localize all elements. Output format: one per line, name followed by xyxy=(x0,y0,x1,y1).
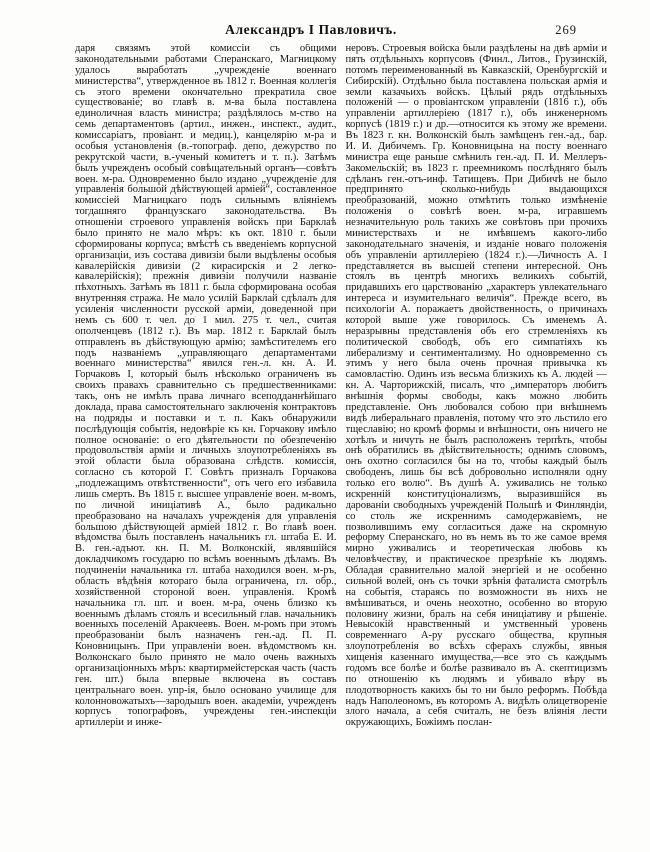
text-column-left: даря связямъ этой комиссіи съ общими законодательными работами Сперанскаго, Магницкому удалось выработать „учрежденіе военнаго министерства“, утвержденное въ 1812 г. Военная коллегія съ этого времени окончательно прекратила свое существованіе; во главѣ в. м-ва была поставлена единоличная власть министра; раздѣлялось м-ство на семь департаментовъ (артил., инжен., инспект., аудит., комиссаріатъ, провіант. и медиц.), канцелярію м-ра и особыя установленія (в.-топограф. депо, дежурство по рекрутской части, в.-ученый комитетъ и т. п.). Затѣмъ былъ учрежденъ особый совѣщательный органъ—совѣтъ воен. м-ра. Одновременно было издано „учрежденіе для управленія большой дѣйствующей арміей“, составленное комиссіей Магницкаго подъ сильнымъ вліяніемъ тогдашняго французскаго законодательства. Въ отношеніи строевого управленія войскъ при Барклаѣ было принято не мало мѣръ: къ окт. 1810 г. были сформированы корпуса; вмѣстѣ съ введеніемъ корпусной организаціи, изъ состава дивизіи были выдѣлены особыя кавалерійскія дивизіи (2 кирасирскія и 2 легко-кавалерійскія); прежнія дивизіи получили названіе пѣхотныхъ. Затѣмъ въ 1811 г. была сформирована особая внутренняя стража. Не мало усилій Барклай сдѣлалъ для усиленія численности русской арміи, доведенной при немъ съ 600 т. чел. до 1 мил. 275 т. чел., считая ополченцевъ (1812 г.). Въ мар. 1812 г. Барклай былъ отправленъ въ дѣйствующую армію; замѣстителемъ его подъ названіемъ „управляющаго департаментами военнаго министерства“ явился ген.-л. кн. А. И. Горчаковъ I, который былъ нѣсколько ограниченъ въ своихъ правахъ сравнительно съ предшественниками: такъ, онъ не имѣлъ права личнаго всеподданнѣйшаго доклада, права самостоятельнаго заключенія контрактовъ на подряды и поставки и т. п. Какъ обнаружили послѣдующія событія, недовѣріе къ кн. Горчакову имѣло полное основаніе: о его дѣятельности по обезпеченію продовольствія арміи и личныхъ злоупотребленіяхъ въ этой области была образована слѣдств. комиссія, согласно съ которой Г. Совѣтъ призналъ Горчакова „подлежащимъ отвѣтственности“, отъ чего его избавила лишь смерть. Въ 1815 г. высшее управленіе воен. м-вомъ, по личной иниціативѣ А., было радикально преобразовано на началахъ учрежденія для управленія большою дѣйствующей арміей 1812 г. Во главѣ воен. вѣдомства былъ поставленъ начальникъ гл. штаба Е. И. В. ген.-адъют. кн. П. М. Волконскій, являвшійся докладчикомъ государю по всѣмъ военнымъ дѣламъ. Въ подчиненіи начальника гл. штаба находился воен. м-ръ, область вѣдѣнія котораго была ограничена, гл. обр., хозяйственной стороной воен. управленія. Кромѣ начальника гл. шт. и воен. м-ра, очень близко къ военнымъ дѣламъ стоялъ и всесильный глав. начальникъ военныхъ поселеній Аракчеевъ. Воен. м-ромъ при этомъ преобразованіи былъ назначенъ ген.-ад. П. П. Коновницынъ. При управленіи воен. вѣдомствомъ кн. Волконскаго было принято не мало очень важныхъ организаціонныхъ мѣръ: квартирмейстерская часть (часть ген. шт.) была впервые включена въ составъ центральнаго воен. упр-ія, было основано училище для колонновожатыхъ—зародышъ воен. академіи, учрежденъ корпусъ топографовъ, учреждены ген.-инспекціи артиллеріи и инже- xyxy=(75,44,337,729)
text-column-right: неровъ. Строевыя войска были раздѣлены на двѣ арміи и пять отдѣльныхъ корпусовъ (Финл., Литов., Грузинскій, потомъ переименованный въ Кавказскій, Оренбургскій и Сибирскій). Отдѣльно была поставлена польская армія и земли казачьихъ войскъ. Цѣлый рядъ отдѣльныхъ положеній — о провіантском управленіи (1816 г.), объ управленіи артиллеріею (1817 г.), объ инженерномъ корпусѣ (1819 г.) и др.—относится къ этому же времени. Въ 1823 г. кн. Волконскій былъ замѣщенъ ген.-ад., бар. И. И. Дибичемъ. Гр. Коновницына на посту военнаго министра еще раньше смѣнилъ ген.-ад. П. И. Меллеръ-Закомельскій; въ 1823 г. преемникомъ послѣдняго былъ сдѣланъ ген.-отъ-инф. Татищевъ. При Дибичѣ не было предпринято сколько-нибудь выдающихся преобразованій, можно отмѣтить только измѣненіе положенія о совѣтѣ воен. м-ра, игравшемъ незначительную роль такихъ же совѣтовъ при прочихъ министерствахъ и не имѣвшемъ какого-либо законодательнаго значенія, и изданіе новаго положенія объ управленіи артиллеріею (1824 г.).—Личность А. I представляется въ высшей степени интересной. Онъ стоялъ въ центрѣ многихъ великихъ событій, придавшихъ его царствованію „характеръ увлекательнаго интереса и изумительнаго величія“. Прежде всего, въ психологіи А. поражаетъ двойственность, о причинахъ которой выше уже говорилось. Съ именемъ А. неразрывны представленія объ его стремленіяхъ къ политической свободѣ, объ его симпатіяхъ къ либерализму и сентиментализму. Но одновременно съ этимъ у него была очень прочная привычка къ самовластію. Одинъ изъ весьма близкихъ къ А. людей — кн. А. Чарторижскій, писалъ, что „императоръ любитъ внѣшнія формы свободы, какъ можно любить представленіе. Онъ любовался собою при внѣшнемъ видѣ либеральнаго правленія, потому что это льстило его тщеславію; но кромѣ формы и внѣшности, онъ ничего не хотѣлъ и ничуть не былъ расположенъ терпѣть, чтобы онѣ обратились въ дѣйствительность; однимъ словомъ, онъ охотно согласился бы на то, чтобы каждый былъ свободенъ, лишь бы всѣ добровольно исполняли одну только его волю“. Въ душѣ А. уживались не только искренній конституціонализмъ, выразившійся въ дарованіи свободныхъ учрежденій Польшѣ и Финляндіи, со столь же искреннимъ самодержавіемъ, не позволившимъ ему согласиться даже на скромную реформу Сперанскаго, но въ немъ въ то же самое время мирно уживались и теоретическая любовь къ человѣчеству, и практическое презрѣніе къ людямъ. Обладая сравнительно малой энергіей и не особенно сильной волей, онъ съ точки зрѣнія фаталиста смотрѣлъ на событія, стараясь по возможности въ нихъ не вмѣшиваться, и очень неохотно, особенно во вторую половину жизни, бралъ на себя иниціативу и рѣшеніе. Невысокій нравственный и умственный уровень современнаго А-ру русскаго общества, крупныя злоупотребленія во всѣхъ сферахъ службы, явныя хищенія казеннаго имущества,—все это съ каждымъ годомъ все болѣе и болѣе развивало въ А. скептицизмъ по отношенію къ людямъ и убивало вѣру въ плодотворность какихъ бы то ни было реформъ. Побѣда надъ Наполеономъ, въ которомъ А. видѣлъ олицетвореніе злого начала, а себя считалъ, не безъ вліянія лести окружающихъ, Божіимъ послан- xyxy=(345,44,607,729)
running-head xyxy=(75,22,607,42)
page-number: 269 xyxy=(555,23,577,37)
page-header-title: Александръ I Павловичъ. xyxy=(225,22,397,37)
text-columns xyxy=(75,44,607,802)
